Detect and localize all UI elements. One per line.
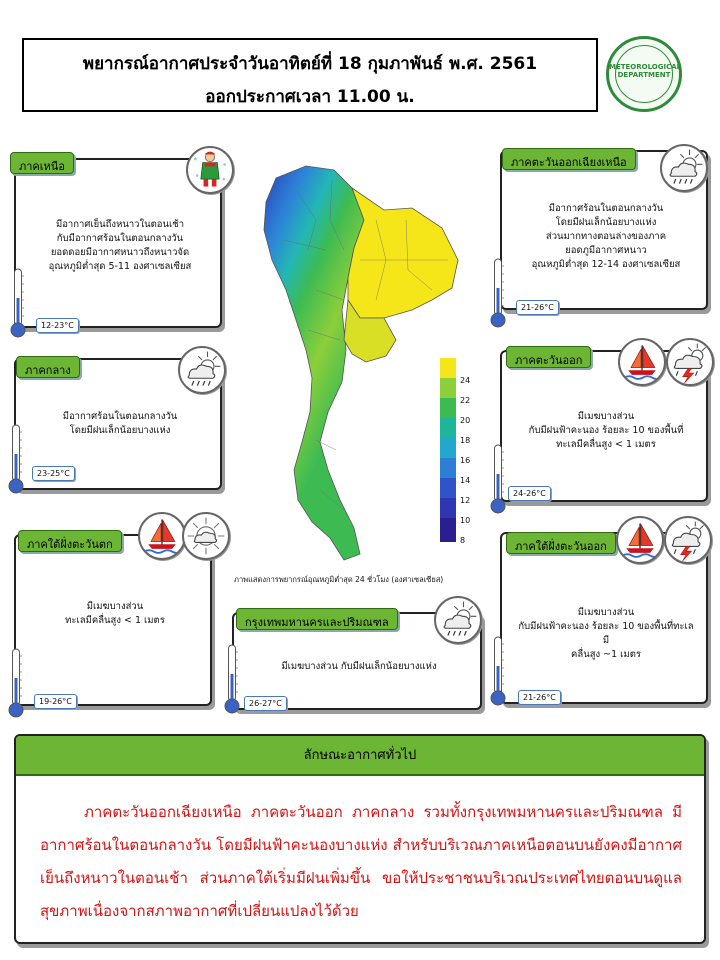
- cold-person-icon: [186, 146, 234, 194]
- region-label-south-west: ภาคใต้ฝั่งตะวันตก: [18, 530, 122, 552]
- legend-tick: 10: [460, 516, 471, 525]
- sun-cloud-icon: [182, 512, 230, 560]
- region-forecast: มีเมฆบางส่วน กับมีฝนฟ้าคะนอง ร้อยละ 10 ของพื้นที่ ทะเลมีคลื่นสูง < 1 เมตร: [528, 411, 684, 450]
- region-forecast: มีอากาศเย็นถึงหนาวในตอนเช้า กับมีอากาศร้อนในตอนกลางวัน ยอดดอยมีอากาศหนาวถึงหนาวจัด อุณหภูมิต่ำสุด 5-11 องศาเซลเซียส: [48, 219, 192, 272]
- legend-band: [440, 458, 456, 479]
- legend-band: [440, 378, 456, 399]
- legend-tick: 16: [460, 456, 471, 465]
- temp-range-northeast: 21-26°C: [516, 300, 559, 315]
- legend-band: [440, 478, 456, 499]
- region-forecast: มีเมฆบางส่วน กับมีฝนเล็กน้อยบางแห่ง: [281, 661, 437, 672]
- region-forecast: มีเมฆบางส่วน ทะเลมีคลื่นสูง < 1 เมตร: [65, 601, 165, 626]
- legend-tick: 12: [460, 496, 471, 505]
- thermometer-icon: [8, 424, 24, 496]
- region-forecast: มีอากาศร้อนในตอนกลางวัน โดยมีฝนเล็กน้อยบางแห่ง ส่วนมากทางตอนล่างของภาค ยอดภูมีอากาศหนาว อุณหภูมิต่ำสุด 12-14 องศาเซลเซียส: [531, 203, 681, 270]
- thermometer-icon: [10, 268, 26, 340]
- sun-rain-icon: [434, 596, 482, 644]
- page-title: พยากรณ์อากาศประจำวันอาทิตย์ที่ 18 กุมภาพันธ์ พ.ศ. 2561: [82, 54, 538, 74]
- logo-text: METEOROLOGICAL DEPARTMENT: [609, 63, 682, 79]
- legend-band: [440, 358, 456, 379]
- general-weather-heading: ลักษณะอากาศทั่วไป: [16, 736, 704, 776]
- map-caption: ภาพแสดงการพยากรณ์อุณหภูมิต่ำสุด 24 ชั่วโมง (องศาเซลเซียส): [234, 575, 444, 584]
- sailboat-icon: [618, 338, 666, 386]
- legend-band: [440, 518, 456, 542]
- region-forecast: มีอากาศร้อนในตอนกลางวัน โดยมีฝนเล็กน้อยบางแห่ง: [62, 411, 178, 436]
- region-label-central: ภาคกลาง: [16, 356, 80, 378]
- legend-band: [440, 438, 456, 459]
- region-card-south-west: [14, 534, 212, 706]
- thermometer-icon: [8, 648, 24, 720]
- legend-tick: 8: [460, 536, 466, 545]
- sailboat-icon: [138, 512, 186, 560]
- tmd-logo: [606, 36, 682, 112]
- temp-range-bangkok: 26-27°C: [244, 696, 287, 711]
- thermometer-icon: [490, 636, 506, 708]
- region-label-east: ภาคตะวันออก: [506, 346, 591, 368]
- general-weather-text: ภาคตะวันออกเฉียงเหนือ ภาคตะวันออก ภาคกลาง รวมทั้งกรุงเทพมหานครและปริมณฑล มีอากาศร้อนในตอนกลางวัน โดยมีฝนฟ้าคะนองบางแห่ง สำหรับบริเวณภาคเหนือตอนบนยังคงมีอากาศเย็นถึงหนาวในตอนเช้า ส่วนภาคใต้เริ่มมีฝนเพิ่มขึ้น ขอให้ประชาชนบริเวณประเทศไทยตอนบนดูแลสุขภาพเนื่องจากสภาพอากาศที่เปลี่ยนแปลงไว้ด้วย: [40, 803, 682, 920]
- region-forecast: มีเมฆบางส่วน กับมีฝนฟ้าคะนอง ร้อยละ 10 ของพื้นที่ทะเลมี คลื่นสูง ~1 เมตร: [518, 607, 694, 660]
- legend-band: [440, 498, 456, 519]
- legend-tick: 20: [460, 416, 471, 425]
- legend-band: [440, 398, 456, 419]
- issue-time: ออกประกาศเวลา 11.00 น.: [205, 87, 415, 107]
- legend-tick: 22: [460, 396, 471, 405]
- legend-tick: 18: [460, 436, 471, 445]
- temp-range-north: 12-23°C: [36, 318, 79, 333]
- thermometer-icon: [490, 258, 506, 330]
- thailand-temperature-map: [236, 150, 471, 570]
- region-label-northeast: ภาคตะวันออกเฉียงเหนือ: [502, 148, 636, 170]
- thunderstorm-icon: [666, 338, 714, 386]
- sailboat-icon: [616, 516, 664, 564]
- region-label-north: ภาคเหนือ: [10, 152, 74, 174]
- temp-range-east: 24-26°C: [508, 486, 551, 501]
- thermometer-icon: [490, 444, 506, 516]
- legend-band: [440, 418, 456, 439]
- region-label-bangkok: กรุงเทพมหานครและปริมณฑล: [236, 608, 398, 630]
- region-label-south-east: ภาคใต้ฝั่งตะวันออก: [506, 532, 616, 554]
- general-weather-box: [14, 734, 706, 944]
- temp-range-central: 23-25°C: [32, 466, 75, 481]
- legend-tick: 24: [460, 376, 471, 385]
- thunderstorm-icon: [664, 516, 712, 564]
- sun-rain-icon: [660, 144, 708, 192]
- title-box: [22, 38, 598, 112]
- temp-range-south-west: 19-26°C: [34, 694, 77, 709]
- sun-rain-icon: [178, 346, 226, 394]
- legend-tick: 14: [460, 476, 471, 485]
- thermometer-icon: [224, 644, 240, 716]
- temp-range-south-east: 21-26°C: [518, 690, 561, 705]
- temperature-legend-bar: [440, 358, 456, 542]
